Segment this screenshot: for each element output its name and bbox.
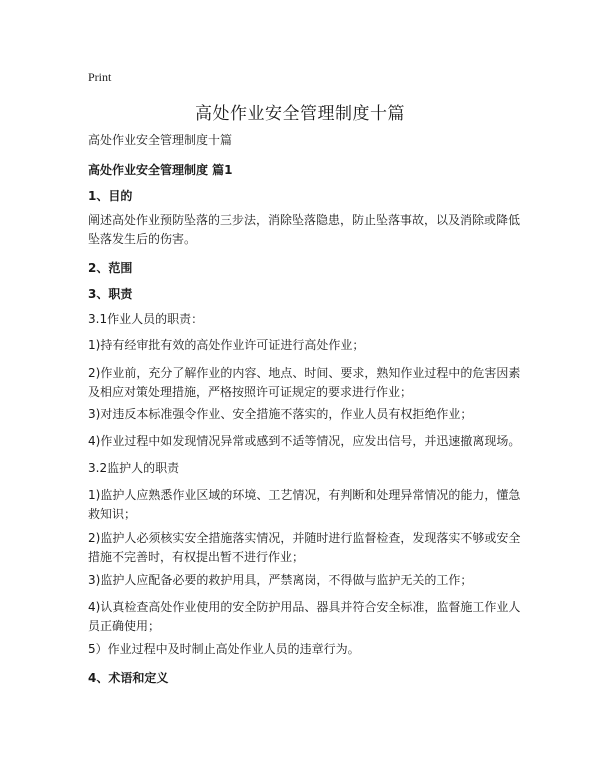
section-3-heading: 3、职责 — [88, 287, 133, 301]
list-item: 4)认真检查高处作业使用的安全防护用品、器具并符合安全标准，监督施工作业人员正确使用； — [88, 600, 521, 633]
list-item: 1)监护人应熟悉作业区域的环境、工艺情况，有判断和处理异常情况的能力，懂急救知识； — [88, 488, 521, 521]
section-1-text: 阐述高处作业预防坠落的三步法，消除坠落隐患，防止坠落事故，以及消除或降低坠落发生后的伤害。 — [88, 213, 521, 246]
list-item: 3)对违反本标准强令作业、安全措施不落实的，作业人员有权拒绝作业； — [88, 407, 473, 421]
page-title: 高处作业安全管理制度十篇 — [195, 104, 405, 124]
list-item: 2)作业前，充分了解作业的内容、地点、时间、要求，熟知作业过程中的危害因素及相应对策处理措施，严格按照许可证规定的要求进行作业； — [88, 366, 521, 399]
article-heading: 高处作业安全管理制度 篇1 — [88, 163, 233, 177]
section-2-heading: 2、范围 — [88, 261, 133, 275]
list-item: 2)监护人必须核实安全措施落实情况，并随时进行监督检查，发现落实不够或安全措施不完善时，有权提出暂不进行作业； — [88, 531, 521, 564]
section-4-heading: 4、术语和定义 — [88, 671, 169, 685]
list-item: 4)作业过程中如发现情况异常或感到不适等情况，应发出信号，并迅速撤离现场。 — [88, 434, 521, 448]
print-label: Print — [88, 70, 112, 84]
list-item: 5）作业过程中及时制止高处作业人员的违章行为。 — [88, 642, 360, 656]
list-item: 3)监护人应配备必要的救护用具，严禁离岗，不得做与监护无关的工作； — [88, 573, 473, 587]
section-3-2-heading: 3.2监护人的职责 — [88, 461, 180, 475]
list-item: 1)持有经审批有效的高处作业许可证进行高处作业； — [88, 338, 365, 352]
subtitle: 高处作业安全管理制度十篇 — [88, 133, 233, 147]
section-3-1-heading: 3.1作业人员的职责： — [88, 312, 204, 326]
section-1-heading: 1、目的 — [88, 189, 133, 203]
